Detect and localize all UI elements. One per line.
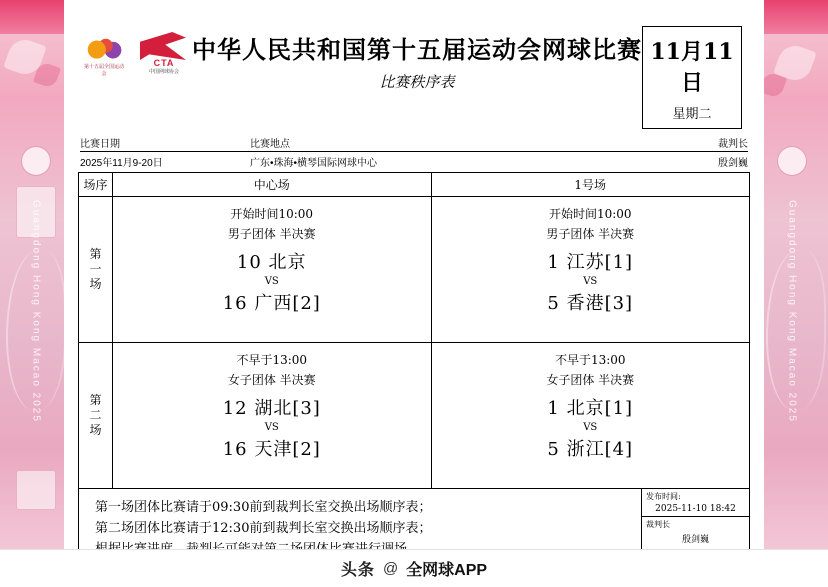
header-court-1: 中心场 [113, 173, 432, 197]
games-emblem-icon [82, 32, 126, 78]
match-event: 女子团体 半决赛 [227, 373, 316, 387]
referee-label: 裁判长 [646, 520, 670, 529]
meta-divider [80, 151, 748, 152]
account-name: 全网球APP [406, 562, 488, 579]
header-court-2: 1号场 [431, 173, 750, 197]
meta-value-venue: 广东•珠海•横琴国际网球中心 [250, 158, 378, 169]
match-team-b: 16 天津[2] [222, 439, 321, 460]
note-line-1: 第一场团体比赛请于09:30前到裁判长室交换出场顺序表； [95, 500, 432, 515]
row-order-2-char-3: 场 [89, 423, 102, 437]
meta-value-referee: 殷剑巍 [718, 158, 748, 169]
games-emblem-caption: 第十五届全国运动会 [83, 64, 124, 77]
match-team-a: 1 北京[1] [547, 398, 634, 419]
publish-time-value: 2025-11-10 18:42 [655, 504, 736, 514]
match-event: 男子团体 半决赛 [546, 227, 635, 241]
page-title: 中华人民共和国第十五届运动会网球比赛 [192, 35, 642, 64]
weekday-value: 星期二 [672, 107, 712, 122]
table-row [79, 343, 750, 489]
decorative-band-left [0, 0, 72, 549]
meta-label-date: 比赛日期 [80, 139, 120, 150]
match-cell-r2c2 [431, 343, 750, 489]
cta-logo-subtext: 中国网球协会 [148, 69, 179, 75]
match-vs: VS [583, 276, 598, 287]
match-team-b: 16 广西[2] [222, 293, 321, 314]
schedule-table [78, 172, 750, 489]
sheet-header [78, 10, 750, 133]
row-order-1-char-1: 第 [89, 247, 102, 261]
band-top-accent-left [0, 0, 72, 34]
page-subtitle: 比赛秩序表 [379, 73, 455, 91]
referee-row [642, 517, 749, 547]
row-order-2 [79, 343, 113, 489]
watermark-footer [0, 549, 828, 587]
table-row [79, 197, 750, 343]
match-vs: VS [264, 276, 279, 287]
schedule-sheet [64, 0, 764, 549]
match-vs: VS [264, 422, 279, 433]
publish-time-label: 发布时间: [646, 492, 681, 501]
band-vertical-text-left: Guangdong Hong Kong Macao 2025 [30, 200, 42, 423]
match-team-b: 5 浙江[4] [547, 439, 634, 460]
cta-logo-icon [136, 32, 192, 78]
match-vs: VS [583, 422, 598, 433]
meta-value-date: 2025年11月9-20日 [80, 158, 163, 169]
row-order-2-char-1: 第 [89, 393, 102, 407]
match-cell-r1c1 [113, 197, 432, 343]
band-top-accent-right [756, 0, 828, 34]
row-order-1 [79, 197, 113, 343]
band-vertical-text-right: Guangdong Hong Kong Macao 2025 [786, 200, 798, 423]
title-block [192, 26, 642, 92]
at-symbol: @ [382, 560, 399, 577]
note-line-2: 第二场团体比赛请于12:30前到裁判长室交换出场顺序表； [95, 521, 432, 536]
platform-logo-text: 头条 [340, 562, 375, 579]
match-time: 不早于13:00 [236, 353, 308, 367]
meta-label-venue: 比赛地点 [250, 139, 290, 150]
match-event: 男子团体 半决赛 [227, 227, 316, 241]
match-cell-r1c2 [431, 197, 750, 343]
match-time: 开始时间10:00 [230, 207, 314, 221]
meta-values-row [78, 154, 750, 169]
cta-logo-text: CTA [153, 58, 175, 68]
publish-time-row [642, 489, 749, 517]
match-team-a: 10 北京 [236, 252, 307, 273]
match-event: 女子团体 半决赛 [546, 373, 635, 387]
meta-label-referee: 裁判长 [718, 139, 748, 150]
table-header-row [79, 173, 750, 197]
referee-name: 殷剑巍 [681, 535, 709, 545]
match-cell-r2c1 [113, 343, 432, 489]
sponsor-emblem-icon [16, 470, 56, 510]
match-time: 不早于13:00 [554, 353, 626, 367]
meta-labels-row [78, 135, 750, 150]
emblem-icon [21, 146, 51, 176]
date-value: 11月11日 [650, 39, 734, 96]
match-team-a: 12 湖北[3] [222, 398, 321, 419]
logo-group [82, 26, 192, 78]
emblem-icon [777, 146, 807, 176]
decorative-band-right [756, 0, 828, 549]
row-order-1-char-2: 一 [89, 262, 102, 276]
row-order-2-char-2: 二 [89, 408, 102, 422]
header-order: 场序 [79, 173, 113, 197]
match-time: 开始时间10:00 [548, 207, 632, 221]
date-box [642, 26, 742, 129]
row-order-1-char-3: 场 [89, 277, 102, 291]
match-team-b: 5 香港[3] [547, 293, 634, 314]
match-team-a: 1 江苏[1] [547, 252, 634, 273]
